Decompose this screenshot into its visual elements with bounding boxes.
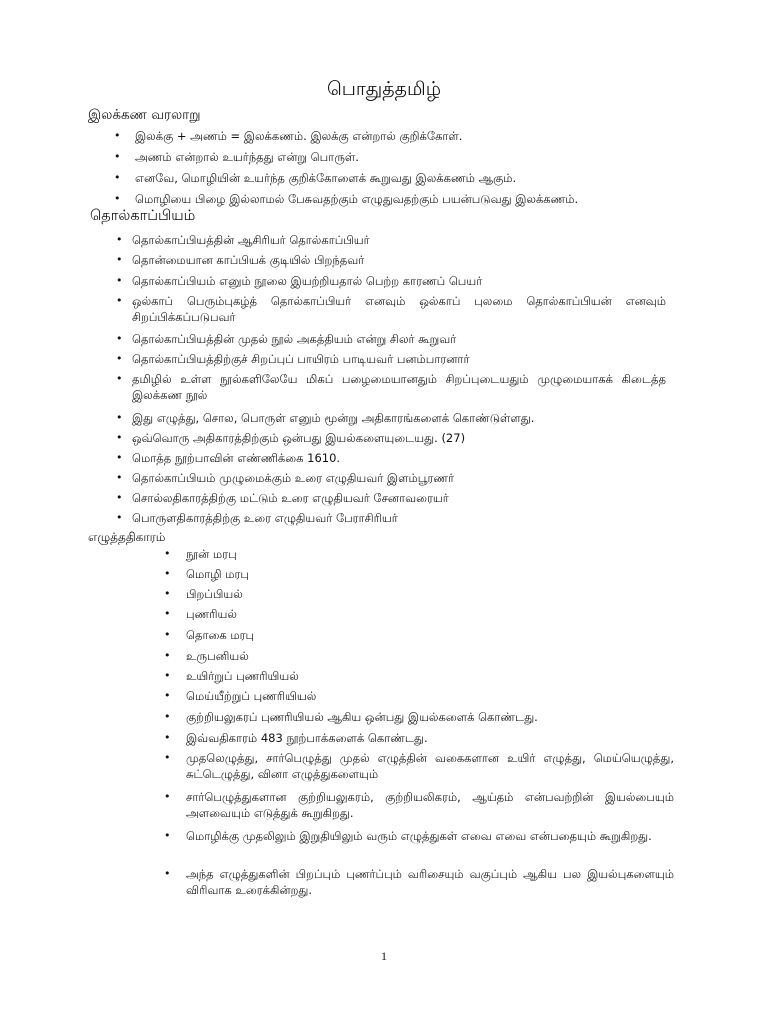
bullet-icon: • [116,491,123,504]
bullet-icon: • [164,649,171,662]
list-item: • தொல்காப்பியம் முழுமைக்கும் உரை எழுதியவர் இளம்பூரணர் [116,471,455,485]
bullet-icon: • [116,332,123,345]
list-item: • தொகை மரபு [164,628,255,642]
bullet-icon: • [116,352,123,365]
bullet-icon: • [116,511,123,524]
bullet-icon: • [164,567,171,580]
section-heading-ilakkana-varalaru: இலக்கண வரலாறு [88,107,201,123]
list-item: • மெய்யீற்றுப் புணரியியல் [164,689,317,703]
bullet-icon: • [116,274,123,287]
list-item: • தொல்காப்பியம் எனும் நூலை இயற்றியதால் பெற்ற காரணப் பெயர் [116,274,483,288]
bullet-icon: • [116,372,123,385]
list-item: • நூன் மரபு [164,547,237,561]
bullet-icon: • [164,547,171,560]
list-item: • தமிழில் உள்ள நூல்களிலேயே மிகப் பழைமையானதும் சிறப்புடையதும் முழுமையாகக் கிடைத்த இலக்கண நூல் [116,372,666,402]
document-title: பொதுத்தமிழ் [326,78,442,100]
list-item: • முதலெழுத்து, சார்பெழுத்து முதல் எழுத்தின் வகைகளான உயிர் எழுத்து, மெய்யெழுத்து, சுட்டெழுத்து, வினா எழுத்துகளையும் [164,751,674,781]
page-number: 1 [381,949,387,963]
bullet-icon: • [164,607,171,620]
list-item: • அணம் என்றால் உயர்ந்தது என்று பொருள். [114,150,359,164]
bullet-icon: • [114,129,121,142]
list-item: • அந்த எழுத்துகளின் பிறப்பும் புணர்ப்பும் வரிசையும் வகுப்பும் ஆகிய பல இயல்புகளையும் விரிவாக உரைக்கின்றது. [164,867,674,897]
bullet-icon: • [116,471,123,484]
bullet-icon: • [116,253,123,266]
bullet-icon: • [164,628,171,641]
list-item: • தொல்காப்பியத்தின் ஆசிரியர் தொல்காப்பியர் [116,233,370,247]
bullet-icon: • [164,710,171,723]
list-item: • இது எழுத்து, சொல, பொருள் எனும் மூன்று அதிகாரங்களைக் கொண்டுள்ளது. [116,411,535,425]
list-item: • பிறப்பியல் [164,587,243,601]
list-item: • புணரியல் [164,607,237,621]
bullet-icon: • [164,829,171,842]
list-item: • இவ்வதிகாரம் 483 நூற்பாக்களைக் கொண்டது. [164,731,428,745]
list-item: • மொழி மரபு [164,567,249,581]
bullet-icon: • [164,751,171,764]
bullet-icon: • [114,171,121,184]
bullet-icon: • [116,233,123,246]
section-heading-tholkappiyam: தொல்காப்பியம் [90,208,196,224]
bullet-icon: • [114,150,121,163]
bullet-icon: • [114,192,121,205]
list-item: • தொன்மையான காப்பியக் குடியில் பிறந்தவர் [116,253,365,267]
section-heading-ezhuthathikaram: எழுத்ததிகாரம் [88,530,166,544]
list-item: • தொல்காப்பியத்திற்குச் சிறப்புப் பாயிரம் பாடியவர் பனம்பாரனார் [116,352,470,366]
list-item: • மொத்த நூற்பாவின் எண்ணிக்கை 1610. [116,451,341,465]
bullet-icon: • [164,731,171,744]
list-item: • தொல்காப்பியத்தின் முதல் நூல் அகத்தியம் என்று சிலர் கூறுவர் [116,332,457,346]
list-item: • சார்பெழுத்துகளான குற்றியலுகரம், குற்றியலிகரம், ஆய்தம் என்பவற்றின் இயல்பையும் அளவையும் எடுத்துக் கூறுகிறது. [164,790,674,820]
list-item: • உயிர்றுப் புணரியியல் [164,669,299,683]
list-item: • இலக்கு + அணம் = இலக்கணம். இலக்கு என்றால் குறிக்கோள். [114,129,463,143]
list-item: • ஒவ்வொரு அதிகாரத்திற்கும் ஒன்பது இயல்களையுடையது. (27) [116,431,466,445]
list-item: • ஒல்காப் பெரும்புகழ்த் தொல்காப்பியர் எனவும் ஒல்காப் புலமை தொல்காப்பியன் எனவும் சிறப்பிக்கப்படுபவர் [116,294,666,324]
list-item: • பொருளதிகாரத்திற்கு உரை எழுதியவர் பேராசிரியர் [116,511,398,525]
list-item: • மொழிக்கு முதலிலும் இறுதியிலும் வரும் எழுத்துகள் எவை எவை என்பதையும் கூறுகிறது. [164,829,652,843]
bullet-icon: • [116,411,123,424]
bullet-icon: • [164,790,171,803]
bullet-icon: • [164,689,171,702]
bullet-icon: • [164,669,171,682]
list-item: • குற்றியலுகரப் புணரியியல் ஆகிய ஒன்பது இயல்களைக் கொண்டது. [164,710,538,724]
bullet-icon: • [164,587,171,600]
bullet-icon: • [116,431,123,444]
bullet-icon: • [116,294,123,307]
list-item: • உருபனியல் [164,649,249,663]
bullet-icon: • [164,867,171,880]
list-item: • மொழியை பிழை இல்லாமல் பேசுவதற்கும் எழுதுவதற்கும் பயன்படுவது இலக்கணம். [114,192,579,206]
list-item: • எனவே, மொழியின் உயர்ந்த குறிக்கோளைக் கூறுவது இலக்கணம் ஆகும். [114,171,517,185]
bullet-icon: • [116,451,123,464]
list-item: • சொல்லதிகாரத்திற்கு மட்டும் உரை எழுதியவர் சேனாவரையர் [116,491,449,505]
